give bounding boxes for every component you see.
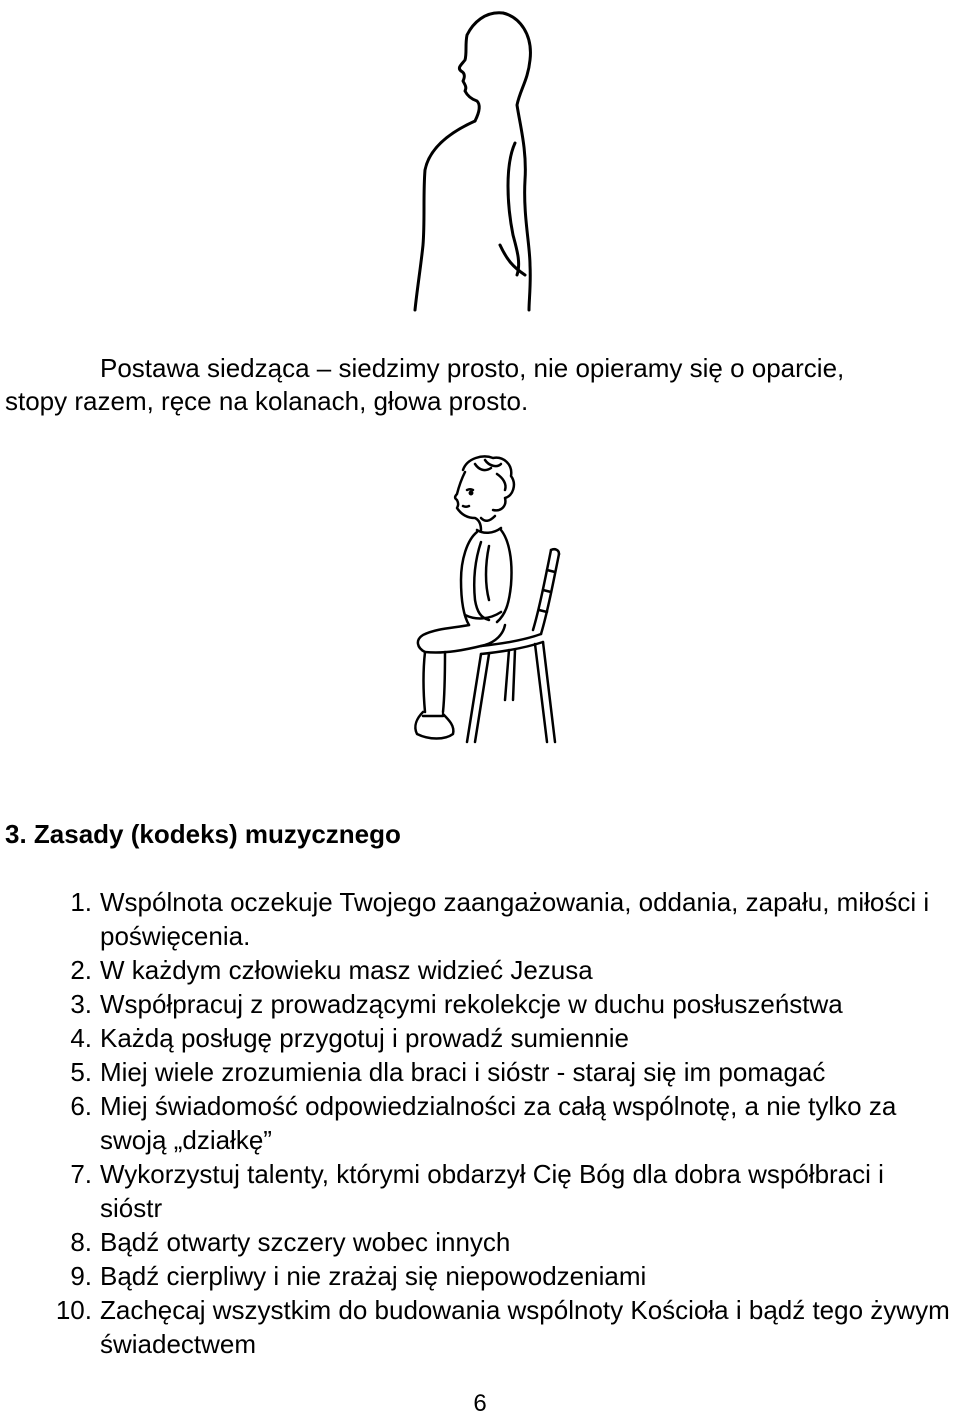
posture-description-line-2: stopy razem, ręce na kolanach, głowa prosto. bbox=[5, 386, 529, 416]
rule-number: 1. bbox=[70, 887, 92, 917]
rule-item bbox=[50, 1055, 950, 1089]
rule-text: Bądź otwarty szczery wobec innych bbox=[100, 1227, 511, 1257]
rule-text: Bądź cierpliwy i nie zrażaj się niepowodzeniami bbox=[100, 1261, 647, 1291]
rule-number: 10. bbox=[55, 1295, 92, 1325]
section-heading: 3. Zasady (kodeks) muzycznego bbox=[5, 819, 401, 849]
rule-item bbox=[50, 987, 950, 1021]
rule-item bbox=[50, 1293, 950, 1361]
rule-item bbox=[50, 1089, 950, 1157]
rule-text: Wykorzystuj talenty, którymi obdarzył Cię Bóg dla dobra współbraci i sióstr bbox=[100, 1159, 884, 1223]
rule-text: Współpracuj z prowadzącymi rekolekcje w duchu posłuszeństwa bbox=[100, 989, 843, 1019]
rule-text: Wspólnota oczekuje Twojego zaangażowania, oddania, zapału, miłości i poświęcenia. bbox=[100, 887, 930, 951]
rules-list bbox=[50, 885, 950, 1361]
rule-text: Miej wiele zrozumienia dla braci i sióstr - staraj się im pomagać bbox=[100, 1057, 826, 1087]
rule-item bbox=[50, 1225, 950, 1259]
rule-text: Miej świadomość odpowiedzialności za całą wspólnotę, a nie tylko za swoją „działkę” bbox=[100, 1091, 897, 1155]
sitting-posture-illustration bbox=[385, 450, 575, 755]
rule-number: 5. bbox=[70, 1057, 92, 1087]
page-number: 6 bbox=[473, 1390, 487, 1417]
standing-posture-illustration bbox=[395, 5, 565, 315]
rule-number: 7. bbox=[70, 1159, 92, 1189]
rule-number: 3. bbox=[70, 989, 92, 1019]
rule-item bbox=[50, 1259, 950, 1293]
rule-item bbox=[50, 885, 950, 953]
rule-text: W każdym człowieku masz widzieć Jezusa bbox=[100, 955, 593, 985]
rule-number: 6. bbox=[70, 1091, 92, 1121]
posture-description-line-1: Postawa siedząca – siedzimy prosto, nie opieramy się o oparcie, bbox=[100, 353, 845, 383]
rule-number: 8. bbox=[70, 1227, 92, 1257]
rule-text: Zachęcaj wszystkim do budowania wspólnoty Kościoła i bądź tego żywym świadectwem bbox=[100, 1295, 950, 1359]
rule-number: 9. bbox=[70, 1261, 92, 1291]
posture-description bbox=[5, 352, 960, 418]
rule-item bbox=[50, 1021, 950, 1055]
rule-item bbox=[50, 1157, 950, 1225]
rule-text: Każdą posługę przygotuj i prowadź sumiennie bbox=[100, 1023, 629, 1053]
rule-item bbox=[50, 953, 950, 987]
rule-number: 4. bbox=[70, 1023, 92, 1053]
rule-number: 2. bbox=[70, 955, 92, 985]
